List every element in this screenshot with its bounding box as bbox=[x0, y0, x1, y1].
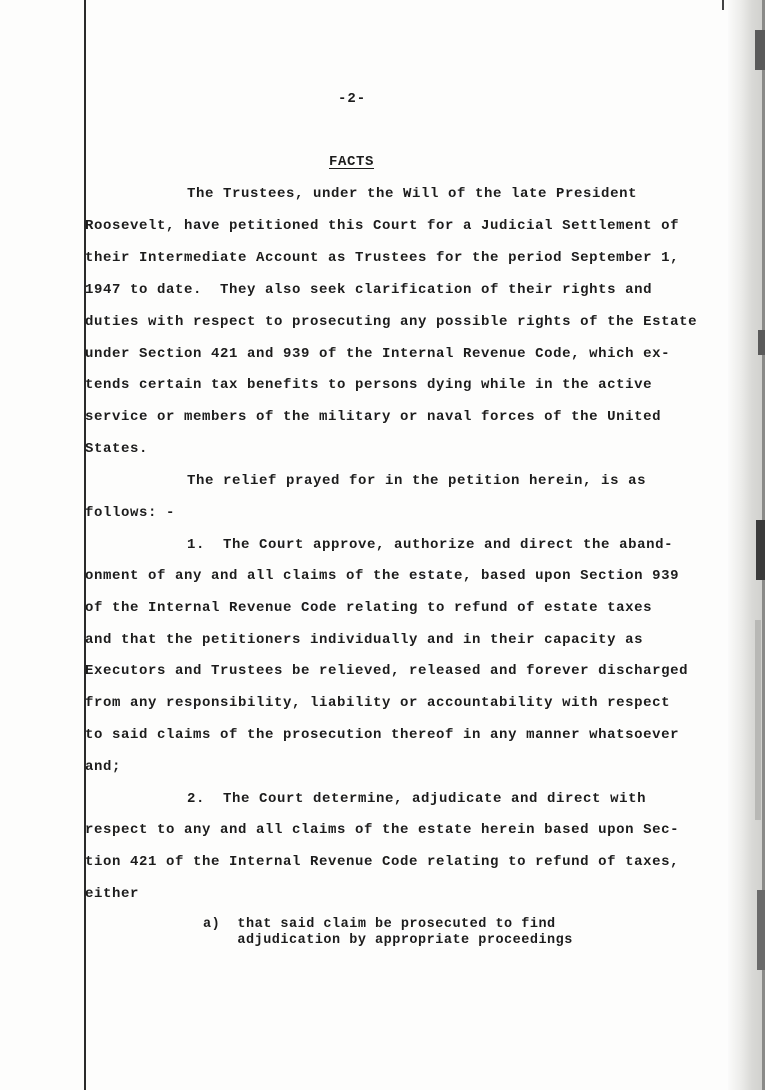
list-item-line: and; bbox=[85, 759, 122, 775]
paragraph-line: tends certain tax benefits to persons dying while in the active bbox=[85, 377, 653, 393]
paragraph-line: States. bbox=[85, 441, 149, 457]
paragraph-line: under Section 421 and 939 of the Internal Revenue Code, which ex- bbox=[85, 346, 671, 362]
paragraph-line: service or members of the military or naval forces of the United bbox=[85, 409, 662, 425]
list-item-line: tion 421 of the Internal Revenue Code relating to refund of taxes, bbox=[85, 854, 680, 870]
list-item-line: from any responsibility, liability or accountability with respect bbox=[85, 695, 671, 711]
edge-mark bbox=[755, 30, 765, 70]
list-item-line: and that the petitioners individually and in their capacity as bbox=[85, 632, 644, 648]
list-item-line: 2. The Court determine, adjudicate and direct with bbox=[187, 791, 647, 807]
edge-mark bbox=[755, 620, 761, 820]
list-item-line: respect to any and all claims of the estate herein based upon Sec- bbox=[85, 822, 680, 838]
paragraph-line: The relief prayed for in the petition herein, is as bbox=[187, 473, 647, 489]
sub-item-line: adjudication by appropriate proceedings bbox=[203, 933, 573, 948]
list-item-line: of the Internal Revenue Code relating to refund of estate taxes bbox=[85, 600, 653, 616]
corner-mark bbox=[722, 0, 724, 10]
paragraph-line: duties with respect to prosecuting any possible rights of the Estate bbox=[85, 314, 698, 330]
sub-item-line: a) that said claim be prosecuted to find bbox=[203, 917, 556, 932]
edge-mark bbox=[756, 520, 765, 580]
list-item-line: 1. The Court approve, authorize and direct the aband- bbox=[187, 537, 674, 553]
list-item-line: Executors and Trustees be relieved, released and forever discharged bbox=[85, 663, 689, 679]
paragraph-line: The Trustees, under the Will of the late President bbox=[187, 186, 638, 202]
paragraph-line: 1947 to date. They also seek clarification of their rights and bbox=[85, 282, 653, 298]
list-item-line: to said claims of the prosecution thereof in any manner whatsoever bbox=[85, 727, 680, 743]
page-number: -2- bbox=[338, 91, 367, 107]
scan-edge bbox=[728, 0, 765, 1090]
edge-mark bbox=[757, 890, 765, 970]
paragraph-line: follows: - bbox=[85, 505, 176, 521]
paragraph-line: Roosevelt, have petitioned this Court for a Judicial Settlement of bbox=[85, 218, 680, 234]
left-margin-rule bbox=[84, 0, 86, 1090]
list-item-line: either bbox=[85, 886, 140, 902]
paragraph-line: their Intermediate Account as Trustees for the period September 1, bbox=[85, 250, 680, 266]
edge-mark bbox=[758, 330, 765, 355]
section-heading: FACTS bbox=[329, 154, 375, 170]
list-item-line: onment of any and all claims of the estate, based upon Section 939 bbox=[85, 568, 680, 584]
